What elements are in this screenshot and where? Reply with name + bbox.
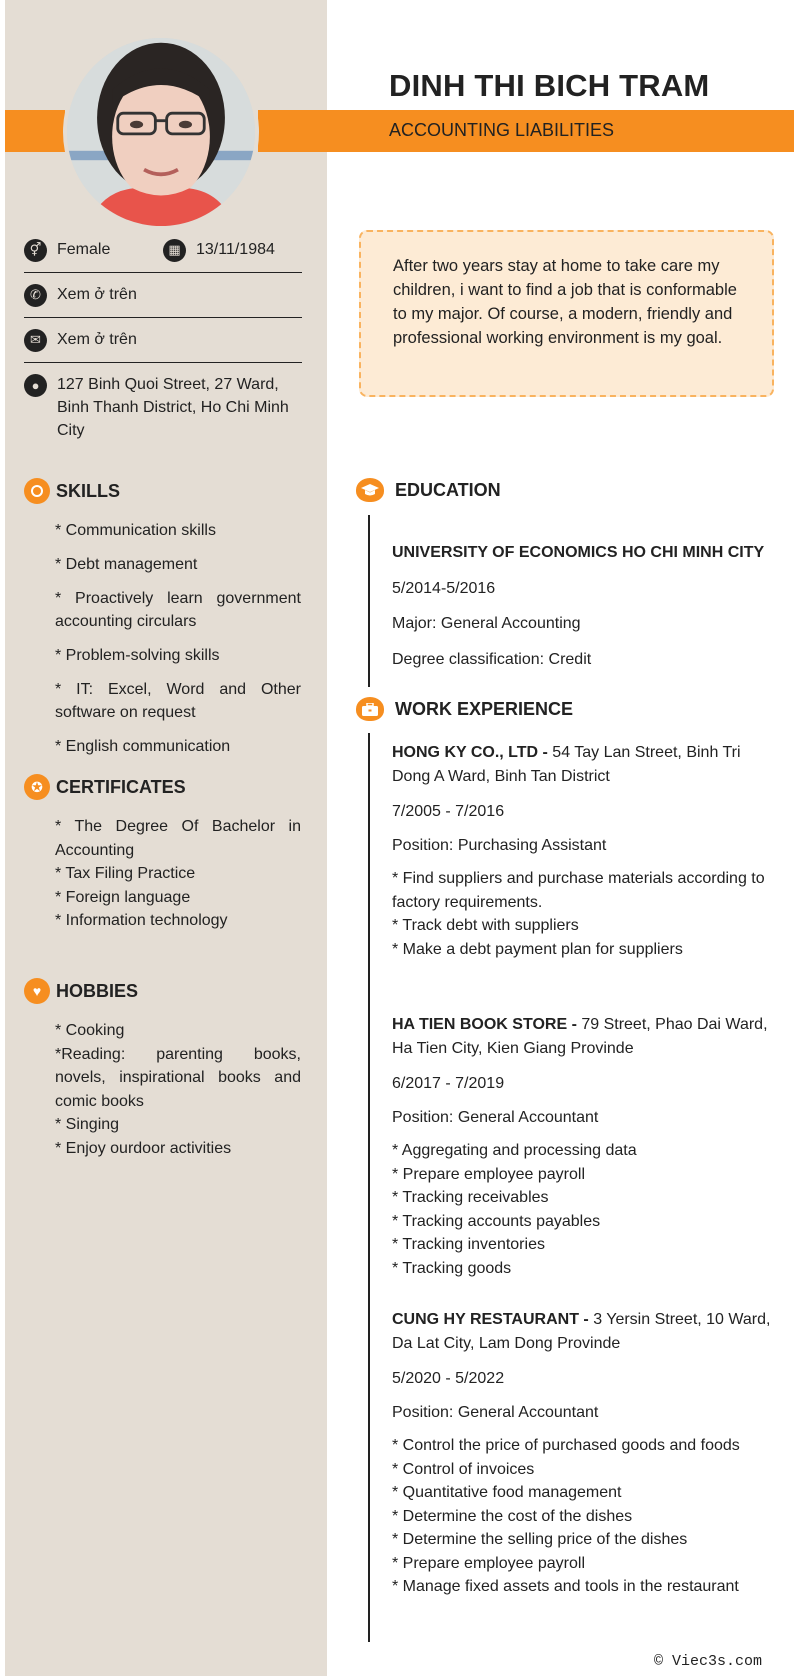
address-value: 127 Binh Quoi Street, 27 Ward, Binh Thanh District, Ho Chi Minh City (57, 376, 289, 439)
job-entry (392, 1308, 772, 1599)
list-item: * Problem-solving skills (55, 647, 220, 664)
contact-row-address (24, 363, 302, 442)
calendar-icon: ▦ (163, 239, 186, 262)
job-duties (392, 867, 772, 961)
list-item: * Tax Filing Practice (55, 865, 196, 882)
education-period: 5/2014-5/2016 (392, 579, 496, 597)
company-name: CUNG HY RESTAURANT - (392, 1311, 594, 1328)
company-name: HONG KY CO., LTD - (392, 744, 553, 761)
list-item: * Information technology (55, 912, 228, 929)
list-item: * Debt management (55, 556, 198, 573)
skills-list (55, 519, 301, 769)
target-icon (24, 478, 50, 504)
list-item: * Track debt with suppliers (392, 917, 579, 934)
profile-photo (63, 34, 259, 230)
list-item: * Determine the cost of the dishes (392, 1507, 633, 1525)
list-item: * Tracking inventories (392, 1236, 545, 1253)
email-value: Xem ở trên (57, 331, 137, 348)
hobbies-heading-label: HOBBIES (56, 980, 139, 1001)
company-address: 79 Street, Phao Dai Ward, Ha Tien City, Kien Giang Provinde (392, 1016, 768, 1057)
briefcase-icon (356, 697, 384, 721)
heart-icon: ♥ (24, 978, 50, 1004)
contact-info (24, 228, 302, 442)
graduation-cap-icon (356, 478, 384, 502)
education-major: Major: General Accounting (392, 615, 581, 632)
job-duties (392, 1139, 772, 1280)
list-item: *Reading: parenting books, novels, inspirational books and comic books (55, 1045, 301, 1110)
certificates-heading (24, 774, 186, 800)
education-heading (356, 478, 501, 502)
job-entry (392, 741, 772, 961)
education-timeline-line (368, 515, 370, 687)
mail-icon: ✉ (24, 329, 47, 352)
skills-heading (24, 478, 120, 504)
candidate-name: DINH THI BICH TRAM (389, 68, 710, 103)
list-item: * Cooking (55, 1022, 125, 1039)
list-item: * Quantitative food management (392, 1484, 622, 1501)
list-item: * Enjoy ourdoor activities (55, 1139, 232, 1157)
certificates-heading-label: CERTIFICATES (56, 776, 186, 797)
copyright-footer: © Viec3s.com (654, 1653, 763, 1670)
gender-value: Female (57, 241, 111, 258)
list-item: * Singing (55, 1116, 120, 1133)
location-pin-icon: ● (24, 374, 47, 397)
company-address: 54 Tay Lan Street, Binh Tri Dong A Ward, Binh Tan District (392, 744, 741, 785)
list-item: * Aggregating and processing data (392, 1142, 637, 1159)
education-degree: Degree classification: Credit (392, 650, 592, 668)
job-duties (392, 1434, 772, 1599)
job-position: Position: Purchasing Assistant (392, 836, 607, 854)
list-item: * Tracking receivables (392, 1189, 549, 1206)
list-item: * Foreign language (55, 888, 191, 906)
hobbies-heading (24, 978, 138, 1004)
phone-value: Xem ở trên (57, 286, 137, 303)
work-timeline-line (368, 733, 370, 1642)
list-item: * Control the price of purchased goods and foods (392, 1437, 740, 1454)
contact-row-phone (24, 273, 302, 318)
gender-icon: ⚥ (24, 239, 47, 262)
list-item: * IT: Excel, Word and Other software on request (55, 681, 301, 721)
hobbies-list (55, 1019, 301, 1160)
school-name: UNIVERSITY OF ECONOMICS HO CHI MINH CITY (392, 544, 765, 561)
job-period: 7/2005 - 7/2016 (392, 803, 505, 820)
list-item: * Proactively learn government accounting circulars (55, 590, 301, 630)
education-heading-label: EDUCATION (395, 479, 501, 500)
job-period: 5/2020 - 5/2022 (392, 1370, 505, 1387)
list-item: * The Degree Of Bachelor in Accounting (55, 818, 301, 859)
job-entry (392, 1013, 772, 1280)
list-item: * Prepare employee payroll (392, 1554, 585, 1572)
list-item: * Tracking goods (392, 1259, 512, 1277)
list-item: * Control of invoices (392, 1460, 535, 1478)
award-ribbon-icon: ✪ (24, 774, 50, 800)
company-name: HA TIEN BOOK STORE - (392, 1016, 582, 1033)
contact-row-personal (24, 228, 302, 273)
work-experience-heading (356, 697, 573, 721)
list-item: * Determine the selling price of the dishes (392, 1531, 688, 1548)
career-objective: After two years stay at home to take care my children, i want to find a job that is conformable to my major. Of course, a modern, friendly and professional working environment is my goal. (359, 230, 774, 397)
job-period: 6/2017 - 7/2019 (392, 1075, 505, 1092)
certificates-list (55, 815, 301, 933)
job-position: Position: General Accountant (392, 1403, 599, 1421)
list-item: * Make a debt payment plan for suppliers (392, 940, 683, 958)
header-band-left (5, 110, 65, 152)
list-item: * Find suppliers and purchase materials according to factory requirements. (392, 870, 765, 911)
list-item: * Tracking accounts payables (392, 1212, 601, 1230)
work-experience-heading-label: WORK EXPERIENCE (395, 698, 574, 719)
education-entry (392, 541, 772, 683)
contact-row-email (24, 318, 302, 363)
skills-heading-label: SKILLS (56, 480, 121, 501)
phone-icon: ✆ (24, 284, 47, 307)
company-address: 3 Yersin Street, 10 Ward, Da Lat City, Lam Dong Provinde (392, 1311, 771, 1352)
job-position: Position: General Accountant (392, 1108, 599, 1126)
list-item: * English communication (55, 738, 231, 755)
job-title: ACCOUNTING LIABILITIES (389, 120, 615, 140)
list-item: * Manage fixed assets and tools in the restaurant (392, 1578, 739, 1595)
list-item: * Communication skills (55, 522, 216, 539)
birthday-value: 13/11/1984 (196, 241, 275, 258)
list-item: * Prepare employee payroll (392, 1165, 585, 1183)
avatar-portrait-icon (67, 38, 255, 226)
